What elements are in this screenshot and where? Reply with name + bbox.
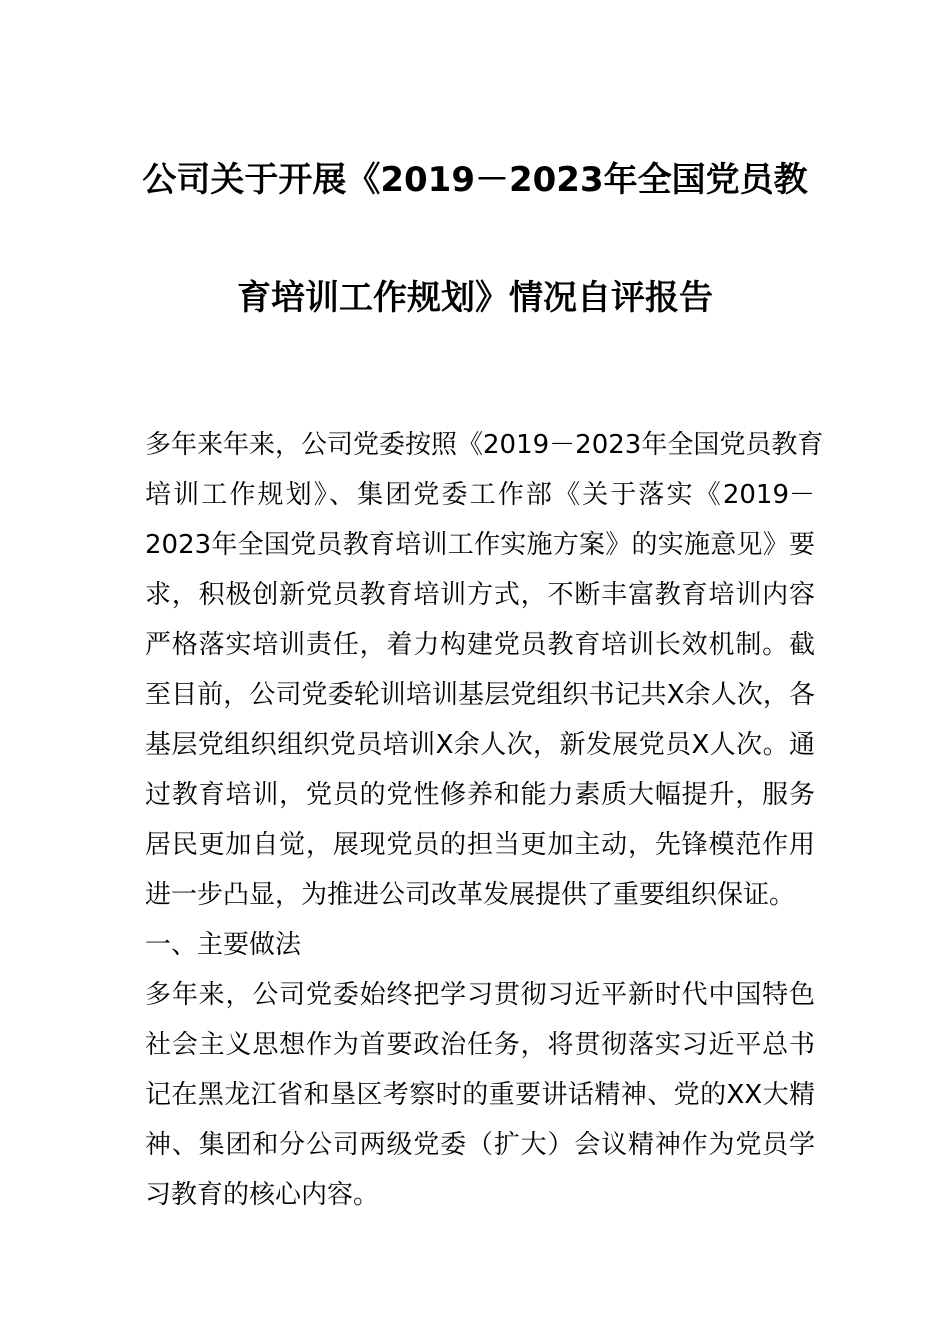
section-heading-1: 一、主要做法 bbox=[145, 930, 302, 960]
paragraph-1-line-10: 进一步凸显，为推进公司改革发展提供了重要组织保证。 bbox=[145, 880, 796, 910]
paragraph-2-line-1: 多年来，公司党委始终把学习贯彻习近平新时代中国特色 bbox=[145, 980, 815, 1010]
paragraph-2-line-2: 社会主义思想作为首要政治任务，将贯彻落实习近平总书 bbox=[145, 1030, 815, 1060]
paragraph-1-line-6: 至目前，公司党委轮训培训基层党组织书记共X余人次，各 bbox=[145, 680, 815, 710]
paragraph-1-line-3: 2023年全国党员教育培训工作实施方案》的实施意见》要 bbox=[145, 530, 815, 560]
document-title-line-1: 公司关于开展《2019－2023年全国党员教 bbox=[142, 160, 808, 200]
paragraph-1-line-2: 培训工作规划》、集团党委工作部《关于落实《2019－ bbox=[145, 480, 815, 510]
paragraph-1-line-7: 基层党组织组织党员培训X余人次，新发展党员X人次。通 bbox=[145, 730, 815, 760]
paragraph-2-line-3: 记在黑龙江省和垦区考察时的重要讲话精神、党的XX大精 bbox=[145, 1080, 815, 1110]
document-body bbox=[145, 420, 824, 1220]
paragraph-1-line-5: 严格落实培训责任，着力构建党员教育培训长效机制。截 bbox=[145, 630, 815, 660]
paragraph-1-line-1: 多年来年来，公司党委按照《2019－2023年全国党员教育 bbox=[145, 430, 824, 460]
document-title-line-2: 育培训工作规划》情况自评报告 bbox=[237, 278, 713, 318]
paragraph-2-line-5: 习教育的核心内容。 bbox=[145, 1180, 380, 1210]
paragraph-2-line-4: 神、集团和分公司两级党委（扩大）会议精神作为党员学 bbox=[145, 1130, 815, 1160]
paragraph-1-line-4: 求，积极创新党员教育培训方式，不断丰富教育培训内容 bbox=[145, 580, 815, 610]
paragraph-1-line-8: 过教育培训，党员的党性修养和能力素质大幅提升，服务 bbox=[145, 780, 815, 810]
paragraph-1-line-9: 居民更加自觉，展现党员的担当更加主动，先锋模范作用 bbox=[145, 830, 815, 860]
